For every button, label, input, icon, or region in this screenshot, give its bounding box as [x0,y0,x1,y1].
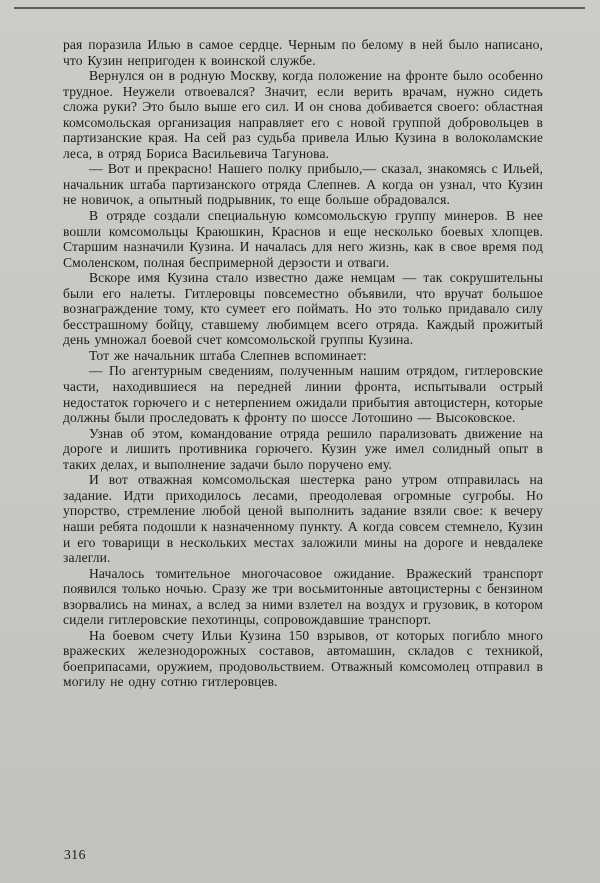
page-paragraph: Началось томительное многочасовое ожидание. Вражеский транспорт появился только ночью. Сразу же три восьмитонные автоцистерны с бензином взорвались на минах, а вслед за ними взлетел на воздух и грузовик, в котором сидели гитлеровские пехотинцы, сопровождавшие транспорт. [63,565,543,628]
page-number: 316 [64,847,86,862]
page-text [63,37,543,690]
page-paragraph: Узнав об этом, командование отряда решило парализовать движение на дороге и лишить противника горючего. Кузин уже имел солидный опыт в таких делах, и выполнение задачи было поручено ему. [63,425,543,472]
scan-edge-top [14,7,585,9]
page-paragraph: — Вот и прекрасно! Нашего полку прибыло,— сказал, знакомясь с Ильей, начальник штаба партизанского отряда Слепнев. А когда он узнал, что Кузин не новичок, а опытный подрывник, то еще больше обрадовался. [63,161,543,208]
page-paragraph: рая поразила Илью в самое сердце. Черным по белому в ней было написано, что Кузин непригоден к воинской службе. [63,37,543,68]
page-paragraph: В отряде создали специальную комсомольскую группу минеров. В нее вошли комсомольцы Краюшкин, Краснов и еще несколько боевых хлопцев. Старшим назначили Кузина. И началась для него жизнь, как в свое время под Смоленском, полная беспримерной дерзости и отваги. [63,208,543,270]
page-paragraph: На боевом счету Ильи Кузина 150 взрывов, от которых погибло много вражеских железнодорожных составов, автомашин, складов с техникой, боеприпасами, оружием, продовольствием. Отважный комсомолец отправил в могилу не одну сотню гитлеровцев. [63,627,543,690]
page-paragraph: Вскоре имя Кузина стало известно даже немцам — так сокрушительны были его налеты. Гитлеровцы повсеместно объявили, что вручат большое вознаграждение тому, кто сумеет его поймать. Но это только придавало силу бесстрашному бойцу, ставшему любимцем всего отряда. Каждый прожитый день умножал боевой счет комсомольской группы Кузина. [63,270,543,348]
page-paragraph: Вернулся он в родную Москву, когда положение на фронте было особенно трудное. Неужели отвоевался? Значит, если верить врачам, нужно сидеть сложа руки? Это было выше его сил. И он снова добивается своего: областная комсомольская организация направляет его с новой группой добровольцев в партизанские края. На сей раз судьба привела Илью Кузина в волоколамские леса, в отряд Бориса Васильевича Тагунова. [63,68,543,161]
page-paragraph: Тот же начальник штаба Слепнев вспоминает: [89,347,367,363]
page-paragraph: — По агентурным сведениям, полученным нашим отрядом, гитлеровские части, находившиеся на передней линии фронта, испытывали острый недостаток горючего и с нетерпением ожидали прибытия автоцистерн, которые должны были проследовать к фронту по шоссе Лотошино — Высоковское. [63,363,543,426]
page-paragraph: И вот отважная комсомольская шестерка рано утром отправилась на задание. Идти приходилось лесами, преодолевая огромные сугробы. Но упорство, стремление любой ценой выполнить задание взяли свое: к вечеру наши ребята подошли к назначенному пункту. А когда совсем стемнело, Кузин и его товарищи в нескольких местах заложили мины на дороге и невдалеке залегли. [63,472,543,566]
